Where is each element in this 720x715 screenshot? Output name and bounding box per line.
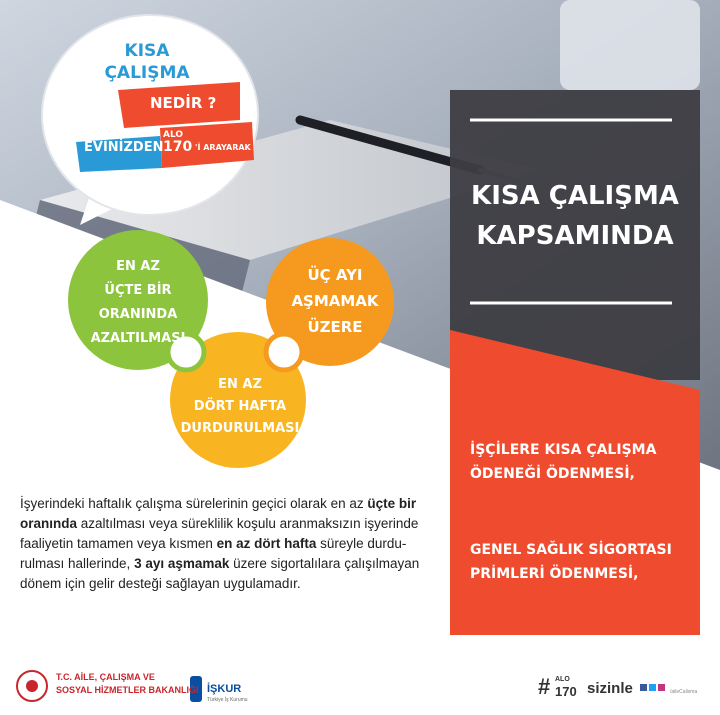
circle-green-line1: EN AZ <box>116 259 160 274</box>
para-l4b: 3 ayı aşmamak <box>134 556 230 571</box>
badge-line1: KISA <box>124 41 170 61</box>
circle-yellow-line1: EN AZ <box>218 377 262 392</box>
badge-alo-number: 170 <box>163 139 193 155</box>
para-l3c: süreyle durdu- <box>316 536 407 551</box>
circle-orange-line2: AŞMAMAK <box>291 292 379 310</box>
ministry-name-line1: T.C. AİLE, ÇALIŞMA VE <box>56 672 155 682</box>
panel-item1-line2: ÖDENEĞİ ÖDENMESİ, <box>470 466 635 482</box>
description-paragraph <box>20 494 450 594</box>
social-handle: /aileCalisma <box>670 689 698 695</box>
panel-item1-line1: İŞÇİLERE KISA ÇALIŞMA <box>470 442 657 458</box>
para-l3b: en az dört hafta <box>216 536 317 551</box>
iskur-subtitle: Türkiye İş Kurumu <box>207 697 248 703</box>
circle-green-line2: ÜÇTE BİR <box>104 283 172 298</box>
badge-alo-label: ALO <box>163 130 184 140</box>
circle-green-text <box>78 255 198 351</box>
para-l4c: üzere sigortalılara çalışılmayan <box>229 556 420 571</box>
para-l2b: azaltılması veya süreklilik koşulu aranmaksızın işyerinde <box>77 516 419 531</box>
para-l5: dönem için gelir desteği sağlayan uygulamadır. <box>20 576 301 591</box>
para-l2a: oranında <box>20 516 78 531</box>
badge-title <box>92 40 202 84</box>
panel-title-line2: KAPSAMINDA <box>476 221 674 251</box>
circle-yellow-line3: DURDURULMASI <box>180 421 300 436</box>
circle-yellow-text <box>180 374 300 440</box>
circle-green-line3: ORANINDA <box>98 307 178 322</box>
panel-item-insurance <box>470 538 695 586</box>
social-twitter-icon <box>649 684 656 691</box>
panel-item2-line1: GENEL SAĞLIK SİGORTASI <box>470 542 672 558</box>
iskur-logo-text: İŞKUR <box>207 683 242 695</box>
hashtag-symbol: # <box>538 674 551 699</box>
para-l3a: faaliyetin tamamen veya kısmen <box>20 536 217 551</box>
para-l1a: İşyerindeki haftalık çalışma sürelerinin geçici olarak en az <box>20 496 368 511</box>
social-instagram-icon <box>658 684 665 691</box>
badge-line2: ÇALIŞMA <box>104 63 190 83</box>
para-l4a: rulması hallerinde, <box>20 556 135 571</box>
circle-orange-line3: ÜZERE <box>307 318 363 336</box>
circle-orange-text <box>280 262 390 340</box>
desk-cup <box>560 0 700 90</box>
ministry-logo-inner <box>26 680 38 692</box>
footer-alo-label: ALO <box>555 676 570 683</box>
badge-nedir: NEDİR ? <box>150 94 217 112</box>
footer-alo-number: 170 <box>555 684 577 699</box>
panel-title-line1: KISA ÇALIŞMA <box>471 181 679 211</box>
badge-evinizden: EVİNİZDEN <box>84 140 164 155</box>
panel-item-benefit <box>470 438 695 486</box>
circle-yellow-line2: DÖRT HAFTA <box>193 399 287 414</box>
circle-orange-line1: ÜÇ AYI <box>307 266 363 284</box>
panel-title <box>450 176 700 256</box>
social-facebook-icon <box>640 684 647 691</box>
badge-arayarak: 'İ ARAYARAK <box>195 143 251 152</box>
panel-item2-line2: PRİMLERİ ÖDENMESİ, <box>470 566 639 582</box>
para-l1b: üçte bir <box>367 496 417 511</box>
footer-sizinle: sizinle <box>587 680 633 697</box>
ministry-name-line2: SOSYAL HİZMETLER BAKANLIĞI <box>56 685 199 695</box>
circle-green-line4: AZALTILMASI <box>90 331 186 346</box>
